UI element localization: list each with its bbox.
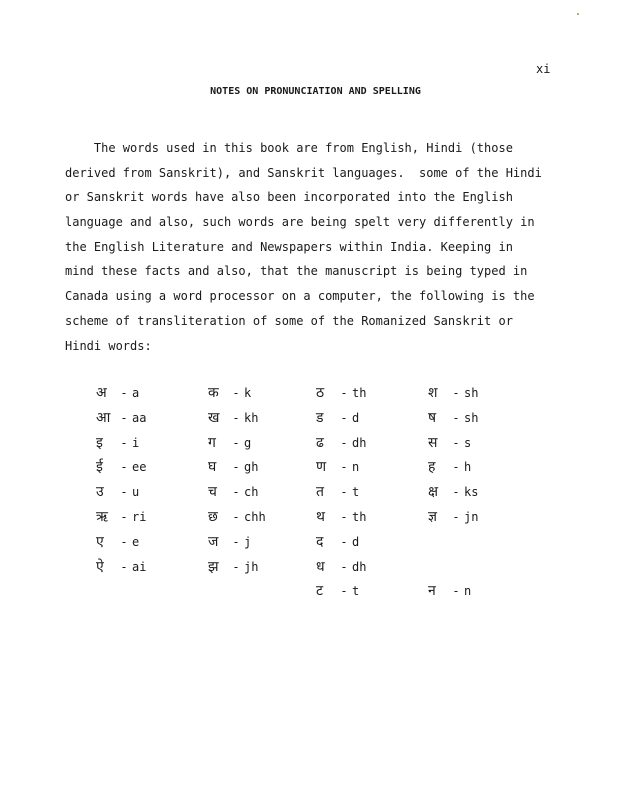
paragraph-line: derived from Sanskrit), and Sanskrit languages. some of the Hindi (65, 165, 542, 180)
devanagari-letter: छ (208, 509, 218, 525)
romanized-letter: h (464, 460, 472, 475)
devanagari-letter: थ (316, 509, 325, 525)
dash-separator: - (452, 435, 460, 450)
dash-separator: - (120, 410, 128, 425)
dash-separator: - (120, 510, 128, 524)
dash-separator: - (120, 559, 128, 574)
devanagari-letter: ए (96, 533, 104, 550)
transliteration-entry (208, 432, 251, 452)
transliteration-entry (208, 407, 258, 427)
transliteration-entry (428, 580, 471, 600)
transliteration-entry (208, 556, 258, 576)
dash-separator: - (452, 410, 460, 425)
transliteration-entry (428, 481, 478, 501)
romanized-letter: dh (352, 435, 367, 450)
devanagari-letter: च (208, 484, 217, 501)
dash-separator: - (120, 460, 128, 475)
dash-separator: - (120, 435, 128, 450)
dash-separator: - (120, 386, 128, 400)
transliteration-entry (96, 456, 146, 476)
devanagari-letter: त (316, 484, 324, 501)
devanagari-letter: ख (208, 409, 220, 426)
dash-separator: - (452, 510, 460, 524)
dash-separator: - (232, 386, 240, 400)
dash-separator: - (232, 435, 240, 450)
devanagari-letter: ध (316, 558, 325, 575)
romanized-letter: kh (244, 410, 259, 425)
devanagari-letter: श (428, 385, 438, 401)
dash-separator: - (232, 559, 240, 574)
transliteration-entry (208, 456, 258, 476)
romanized-letter: n (464, 584, 472, 599)
dash-separator: - (340, 510, 348, 524)
romanized-letter: n (352, 460, 360, 475)
romanized-letter: ai (132, 559, 147, 574)
paragraph-line: the English Literature and Newspapers within India. Keeping in (65, 239, 513, 254)
transliteration-entry (96, 407, 146, 427)
paragraph-line: or Sanskrit words have also been incorporated into the English (65, 190, 513, 205)
devanagari-letter: स (428, 434, 438, 451)
page-title: NOTES ON PRONUNCIATION AND SPELLING (210, 86, 421, 97)
paragraph-line: mind these facts and also, that the manuscript is being typed in (65, 264, 528, 279)
romanized-letter: th (352, 510, 367, 524)
devanagari-letter: क्ष (428, 484, 439, 501)
dash-separator: - (120, 534, 128, 549)
transliteration-entry (428, 407, 478, 427)
transliteration-entry (428, 432, 471, 452)
transliteration-entry (316, 580, 359, 600)
devanagari-letter: ढ (316, 434, 324, 451)
romanized-letter: e (132, 534, 140, 549)
romanized-letter: sh (464, 410, 479, 425)
romanized-letter: t (352, 584, 360, 599)
romanized-letter: d (352, 534, 360, 549)
transliteration-entry (208, 531, 251, 551)
transliteration-entry (316, 556, 366, 576)
transliteration-entry (96, 481, 139, 501)
romanized-letter: j (244, 534, 252, 549)
devanagari-letter: अ (96, 385, 107, 401)
dash-separator: - (232, 460, 240, 475)
devanagari-letter: ण (316, 459, 327, 476)
dash-separator: - (340, 386, 348, 400)
devanagari-letter: आ (96, 409, 111, 426)
paragraph-line: Hindi words: (65, 338, 152, 353)
romanized-letter: gh (244, 460, 259, 475)
romanized-letter: k (244, 386, 252, 400)
devanagari-letter: ठ (316, 385, 325, 401)
romanized-letter: ks (464, 485, 479, 500)
romanized-letter: a (132, 386, 140, 400)
transliteration-entry (316, 432, 366, 452)
devanagari-letter: घ (208, 459, 217, 476)
transliteration-entry (316, 382, 366, 402)
romanized-letter: t (352, 485, 360, 500)
paragraph-line: scheme of transliteration of some of the Romanized Sanskrit or (65, 313, 513, 328)
transliteration-entry (428, 506, 478, 526)
transliteration-entry (316, 531, 359, 551)
transliteration-entry (96, 382, 139, 402)
dash-separator: - (232, 510, 240, 524)
transliteration-entry (428, 456, 471, 476)
transliteration-entry (316, 456, 359, 476)
dash-separator: - (232, 410, 240, 425)
dash-separator: - (340, 410, 348, 425)
dash-separator: - (340, 559, 348, 574)
romanized-letter: ee (132, 460, 147, 475)
romanized-letter: aa (132, 410, 147, 425)
transliteration-entry (96, 556, 146, 576)
page-number: xi (536, 62, 551, 76)
romanized-letter: dh (352, 559, 367, 574)
romanized-letter: ri (132, 510, 147, 524)
devanagari-letter: ऐ (96, 558, 104, 575)
romanized-letter: th (352, 386, 367, 400)
dash-separator: - (340, 534, 348, 549)
romanized-letter: jh (244, 559, 259, 574)
dash-separator: - (340, 435, 348, 450)
dash-separator: - (340, 485, 348, 500)
devanagari-letter: ड (316, 409, 324, 426)
devanagari-letter: क (208, 385, 219, 401)
transliteration-entry (96, 432, 139, 452)
devanagari-letter: ऋ (96, 509, 108, 525)
dash-separator: - (452, 460, 460, 475)
romanized-letter: sh (464, 386, 479, 400)
dash-separator: - (232, 485, 240, 500)
romanized-letter: g (244, 435, 252, 450)
romanized-letter: i (132, 435, 140, 450)
romanized-letter: jn (464, 510, 479, 524)
devanagari-letter: द (316, 533, 324, 550)
dash-separator: - (120, 485, 128, 500)
devanagari-letter: ष (428, 409, 437, 426)
devanagari-letter: ह (428, 459, 436, 476)
devanagari-letter: ई (96, 459, 103, 476)
romanized-letter: chh (244, 510, 266, 524)
romanized-letter: ch (244, 485, 259, 500)
dash-separator: - (340, 460, 348, 475)
devanagari-letter: उ (96, 484, 104, 501)
transliteration-entry (208, 481, 258, 501)
paragraph-line: language and also, such words are being spelt very differently in (65, 215, 535, 230)
dash-separator: - (452, 386, 460, 400)
dash-separator: - (452, 485, 460, 500)
paragraph-line: Canada using a word processor on a computer, the following is the (65, 289, 535, 304)
dash-separator: - (452, 584, 460, 599)
devanagari-letter: ग (208, 434, 216, 451)
dash-separator: - (340, 584, 348, 599)
romanized-letter: u (132, 485, 140, 500)
transliteration-entry (96, 506, 146, 526)
romanized-letter: s (464, 435, 472, 450)
transliteration-entry (208, 506, 266, 526)
devanagari-letter: ज्ञ (428, 509, 437, 525)
devanagari-letter: इ (96, 434, 103, 451)
paragraph-line: The words used in this book are from English, Hindi (those (65, 141, 513, 155)
transliteration-entry (208, 382, 251, 402)
transliteration-entry (96, 531, 139, 551)
romanized-letter: d (352, 410, 360, 425)
devanagari-letter: झ (208, 558, 219, 575)
dash-separator: - (232, 534, 240, 549)
devanagari-letter: ट (316, 583, 324, 600)
transliteration-entry (316, 481, 359, 501)
devanagari-letter: न (428, 583, 436, 600)
devanagari-letter: ज (208, 533, 219, 550)
transliteration-entry (428, 382, 478, 402)
transliteration-entry (316, 506, 366, 526)
transliteration-entry (316, 407, 359, 427)
